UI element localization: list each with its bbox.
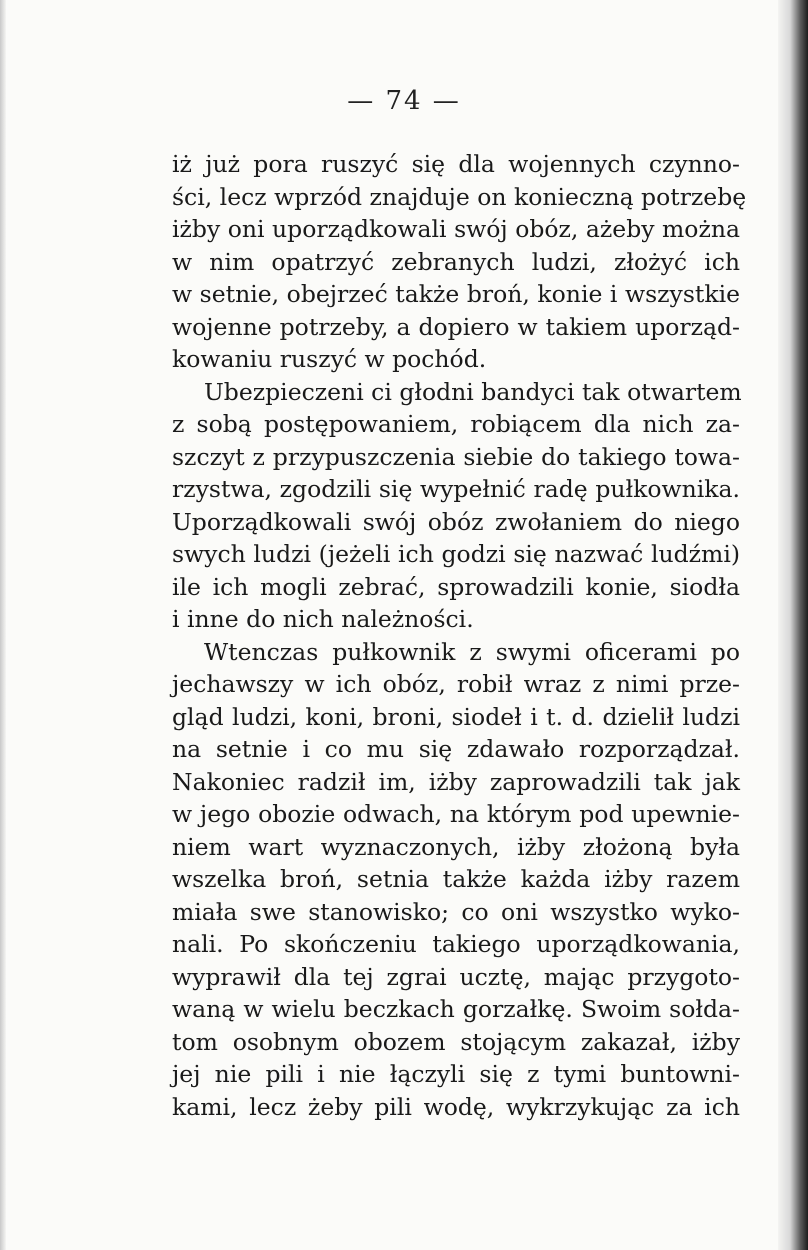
text-line: w setnie, obejrzeć także broń, konie i wszystkie [172,280,740,308]
text-line: wojenne potrzeby, a dopiero w takiem uporząd- [172,312,740,341]
text-line: Wtenczas pułkownik z swymi oficerami po [204,637,740,666]
text-line: Uporządkowali swój obóz zwołaniem do niego [172,507,740,536]
text-line: iż już pora ruszyć się dla wojennych czynno- [172,150,740,178]
page-number: — 74 — [347,86,461,116]
text-line: Ubezpieczeni ci głodni bandyci tak otwartem [204,377,742,406]
text-line: jej nie pili i nie łączyli się z tymi buntowni- [172,1060,740,1088]
text-line: nali. Po skończeniu takiego uporządkowania, [172,930,740,958]
text-line: wyprawił dla tej zgrai ucztę, mając przygoto- [172,962,740,991]
text-line: na setnie i co mu się zdawało rozporządzał. [172,735,740,763]
text-line: iżby oni uporządkowali swój obóz, ażeby można [172,215,740,243]
text-line: wszelka broń, setnia także każda iżby razem [172,865,740,893]
text-line: w jego obozie odwach, na którym pod upewnie- [172,800,740,828]
text-line: swych ludzi (jeżeli ich godzi się nazwać ludźmi) [172,540,740,568]
text-line: tom osobnym obozem stojącym zakazał, iżby [172,1027,740,1056]
text-line: miała swe stanowisko; co oni wszystko wyko- [172,897,740,926]
text-line: szczyt z przypuszczenia siebie do takiego towa- [172,442,740,471]
text-line: Nakoniec radził im, iżby zaprowadzili tak jak [172,767,740,796]
text-line: kami, lecz żeby pili wodę, wykrzykując za ich [172,1092,740,1121]
text-line: gląd ludzi, koni, broni, siodeł i t. d. dzielił ludzi [172,702,740,731]
text-line: ile ich mogli zebrać, sprowadzili konie, siodła [172,572,740,601]
text-line: rzystwa, zgodzili się wypełnić radę pułkownika. [172,475,740,503]
text-line: i inne do nich należności. [172,605,474,633]
text-line: w nim opatrzyć zebranych ludzi, złożyć ich [172,247,740,276]
paragraph-3 [172,636,740,1124]
page-right-edge [778,0,808,1250]
paragraph-2 [172,376,740,636]
text-line: z sobą postępowaniem, robiącem dla nich za- [172,410,740,438]
body-text [172,148,747,1123]
text-line: ści, lecz wprzód znajduje on konieczną potrzebę [172,182,747,211]
text-line: niem wart wyznaczonych, iżby złożoną była [172,832,740,861]
text-line: jechawszy w ich obóz, robił wraz z nimi prze- [172,670,740,698]
text-line: kowaniu ruszyć w pochód. [172,345,487,373]
paragraph-1 [172,148,747,376]
page-left-edge [0,0,6,1250]
text-line: waną w wielu beczkach gorzałkę. Swoim sołda- [172,995,740,1023]
